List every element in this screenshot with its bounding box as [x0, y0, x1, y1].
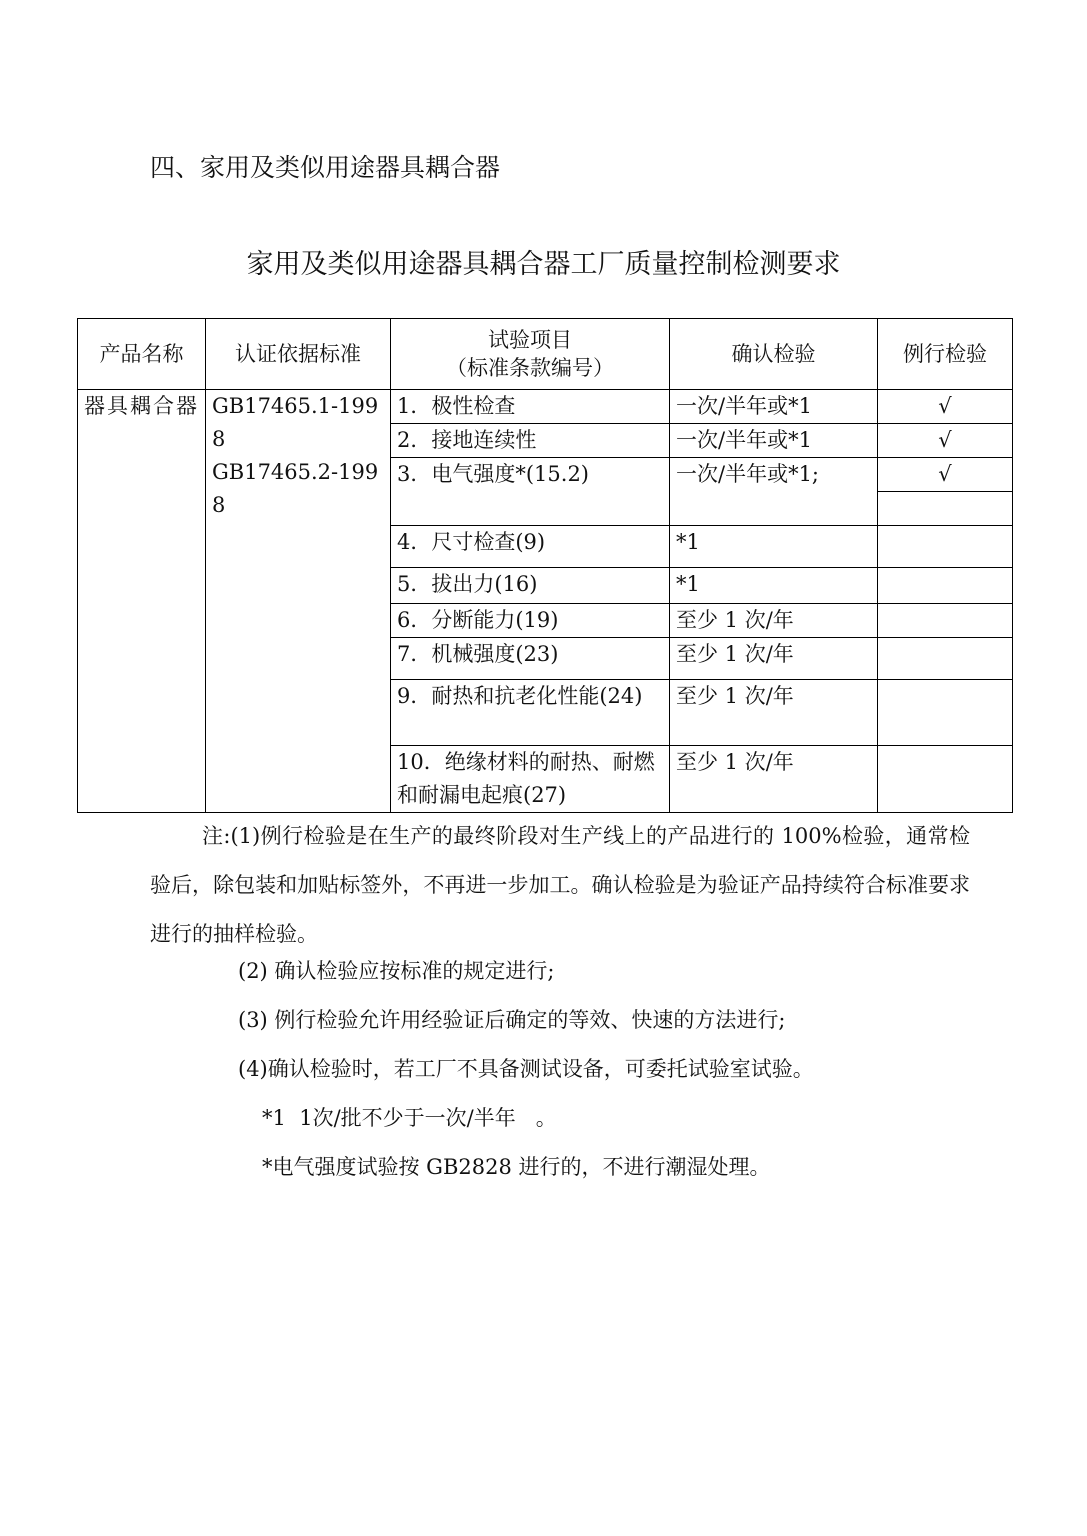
routine-check — [878, 638, 1013, 680]
confirm-value: *1 — [670, 526, 878, 568]
confirm-value: 至少 1 次/年 — [670, 680, 878, 746]
test-item: 5．拔出力(16) — [391, 568, 670, 604]
table-row — [78, 390, 1013, 424]
confirm-value: 一次/半年或*1 — [670, 390, 878, 424]
header-test-item — [391, 319, 670, 390]
requirements-table — [77, 318, 1013, 813]
standard-cell — [206, 390, 391, 813]
routine-check — [878, 526, 1013, 568]
header-standard: 认证依据标准 — [206, 319, 391, 390]
section-heading: 四、家用及类似用途器具耦合器 — [150, 153, 501, 182]
header-product: 产品名称 — [78, 319, 206, 390]
header-test-item-line1: 试验项目 — [488, 328, 572, 352]
header-confirm: 确认检验 — [670, 319, 878, 390]
note-6: *电气强度试验按 GB2828 进行的，不进行潮湿处理。 — [262, 1155, 771, 1179]
routine-check: √ — [878, 458, 1013, 492]
routine-check: √ — [878, 424, 1013, 458]
test-item: 3．电气强度*(15.2) — [391, 458, 670, 526]
test-item: 2．接地连续性 — [391, 424, 670, 458]
note-5: *1 1次/批不少于一次/半年 。 — [262, 1106, 557, 1130]
table-header-row — [78, 319, 1013, 390]
confirm-value: 至少 1 次/年 — [670, 638, 878, 680]
document-title: 家用及类似用途器具耦合器工厂质量控制检测要求 — [246, 249, 841, 280]
header-routine: 例行检验 — [878, 319, 1013, 390]
standard-1: GB17465.1-1998 — [212, 394, 379, 451]
test-item: 10．绝缘材料的耐热、耐燃和耐漏电起痕(27) — [391, 746, 670, 813]
routine-check — [878, 680, 1013, 746]
confirm-value: 一次/半年或*1; — [670, 458, 878, 526]
note-3: (3) 例行检验允许用经验证后确定的等效、快速的方法进行; — [238, 1008, 786, 1032]
product-name-cell: 器具耦合器 — [78, 390, 206, 813]
confirm-value: 至少 1 次/年 — [670, 746, 878, 813]
routine-check — [878, 568, 1013, 604]
test-item: 1．极性检查 — [391, 390, 670, 424]
standard-2: GB17465.2-1998 — [212, 460, 379, 517]
test-item: 6．分断能力(19) — [391, 604, 670, 638]
note-2: (2) 确认检验应按标准的规定进行; — [238, 959, 555, 983]
confirm-value: 至少 1 次/年 — [670, 604, 878, 638]
routine-check — [878, 604, 1013, 638]
routine-check: √ — [878, 390, 1013, 424]
test-item: 9．耐热和抗老化性能(24) — [391, 680, 670, 746]
note-1: 注:(1)例行检验是在生产的最终阶段对生产线上的产品进行的 100%检验，通常检验后，除包装和加贴标签外，不再进一步加工。确认检验是为验证产品持续符合标准要求进行的抽样检验。 — [150, 824, 970, 946]
empty-cell — [878, 492, 1013, 526]
test-item: 7．机械强度(23) — [391, 638, 670, 680]
routine-check — [878, 746, 1013, 813]
test-item: 4．尺寸检查(9) — [391, 526, 670, 568]
header-test-item-line2: （标准条款编号） — [446, 356, 614, 380]
confirm-value: 一次/半年或*1 — [670, 424, 878, 458]
confirm-value: *1 — [670, 568, 878, 604]
note-4: (4)确认检验时，若工厂不具备测试设备，可委托试验室试验。 — [238, 1057, 814, 1081]
